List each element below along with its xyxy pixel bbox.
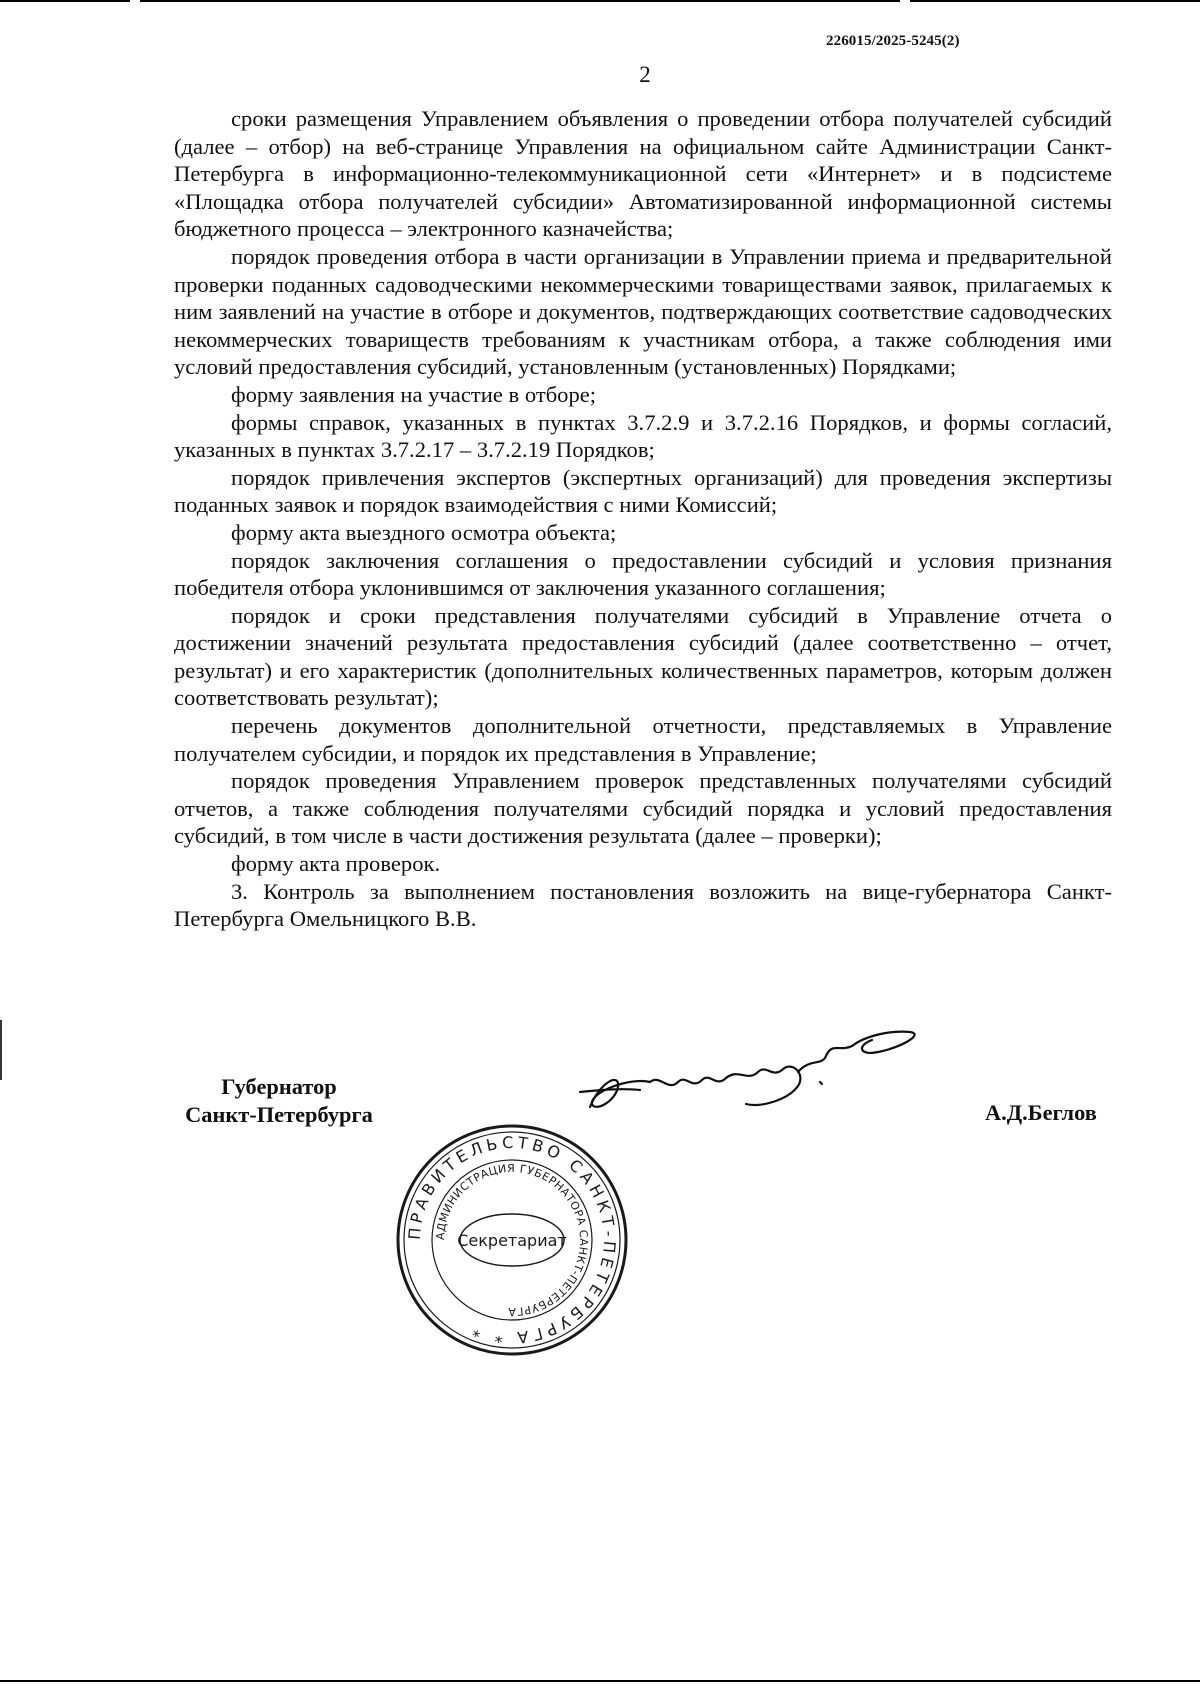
paragraph: порядок заключения соглашения о предоставлении субсидий и условия признания победителя отбора уклонившимся от заключения указанного соглашения; (174, 547, 1112, 601)
paragraph: порядок проведения отбора в части организации в Управлении приема и предварительной проверки поданных садоводческими некоммерческими товариществами заявок, прилагаемых к ним заявлений на участие в отборе и документов, подтверждающих соответствие садоводческих некоммерческих товариществ требованиям к участникам отбора, а также соблюдения ими условий предоставления субсидий, установленным (установленных) Порядками; (174, 243, 1112, 380)
seal-middle-text: АДМИНИСТРАЦИЯ ГУБЕРНАТОРА САНКТ-ПЕТЕРБУРГА (433, 1161, 591, 1319)
page-number: 2 (639, 62, 651, 87)
signatory-title-line1: Губернатор (221, 1074, 337, 1099)
document-body (174, 105, 1112, 933)
paragraph-section-3: 3. Контроль за выполнением постановления возложить на вице-губернатора Санкт-Петербурга Омельницкого В.В. (174, 878, 1112, 932)
handwritten-signature (560, 1012, 940, 1132)
scan-edge-left (0, 1020, 2, 1080)
seal-outer-text: ПРАВИТЕЛЬСТВО САНКТ-ПЕТЕРБУРГА * * (404, 1132, 620, 1348)
official-seal-stamp (392, 1120, 632, 1360)
paragraph: порядок проведения Управлением проверок представленных получателями субсидий отчетов, а также соблюдения получателями субсидий порядка и условий предоставления субсидий, в том числе в части достижения результата (далее – проверки); (174, 768, 1112, 849)
paragraph: сроки размещения Управлением объявления о проведении отбора получателей субсидий (далее – отбор) на веб-странице Управления на официальном сайте Администрации Санкт-Петербурга в информационно-телекоммуникационной сети «Интернет» и в подсистеме «Площадка отбора получателей субсидии» Автоматизированной информационной системы бюджетного процесса – электронного казначейства; (174, 106, 1112, 242)
signatory-name: А.Д.Беглов (985, 1100, 1097, 1125)
paragraph: порядок и сроки представления получателями субсидий в Управление отчета о достижении значений результата предоставления субсидий (далее соответственно – отчет, результат) и его характеристик (дополнительных количественных параметров, которым должен соответствовать результат); (174, 602, 1112, 711)
paragraph: перечень документов дополнительной отчетности, представляемых в Управление получателем субсидии, и порядок их представления в Управление; (174, 713, 1112, 766)
scan-edge-top (0, 0, 1200, 2)
seal-center-text: Секретариат (457, 1231, 567, 1250)
signatory-title-line2: Санкт-Петербурга (185, 1102, 373, 1127)
paragraph: форму акта проверок. (231, 851, 441, 877)
paragraph: порядок привлечения экспертов (экспертных организаций) для проведения экспертизы поданных заявок и порядок взаимодействия с ними Комиссий; (174, 464, 1112, 518)
paragraph: формы справок, указанных в пунктах 3.7.2.9 и 3.7.2.16 Порядков, и формы согласий, указанных в пунктах 3.7.2.17 – 3.7.2.19 Порядков; (174, 409, 1112, 463)
paragraph: форму акта выездного осмотра объекта; (231, 519, 617, 545)
paragraph: форму заявления на участие в отборе; (231, 381, 597, 407)
document-number: 226015/2025-5245(2) (826, 33, 960, 49)
scan-edge-bottom (0, 1680, 1200, 1682)
signatory-title (174, 1073, 384, 1129)
